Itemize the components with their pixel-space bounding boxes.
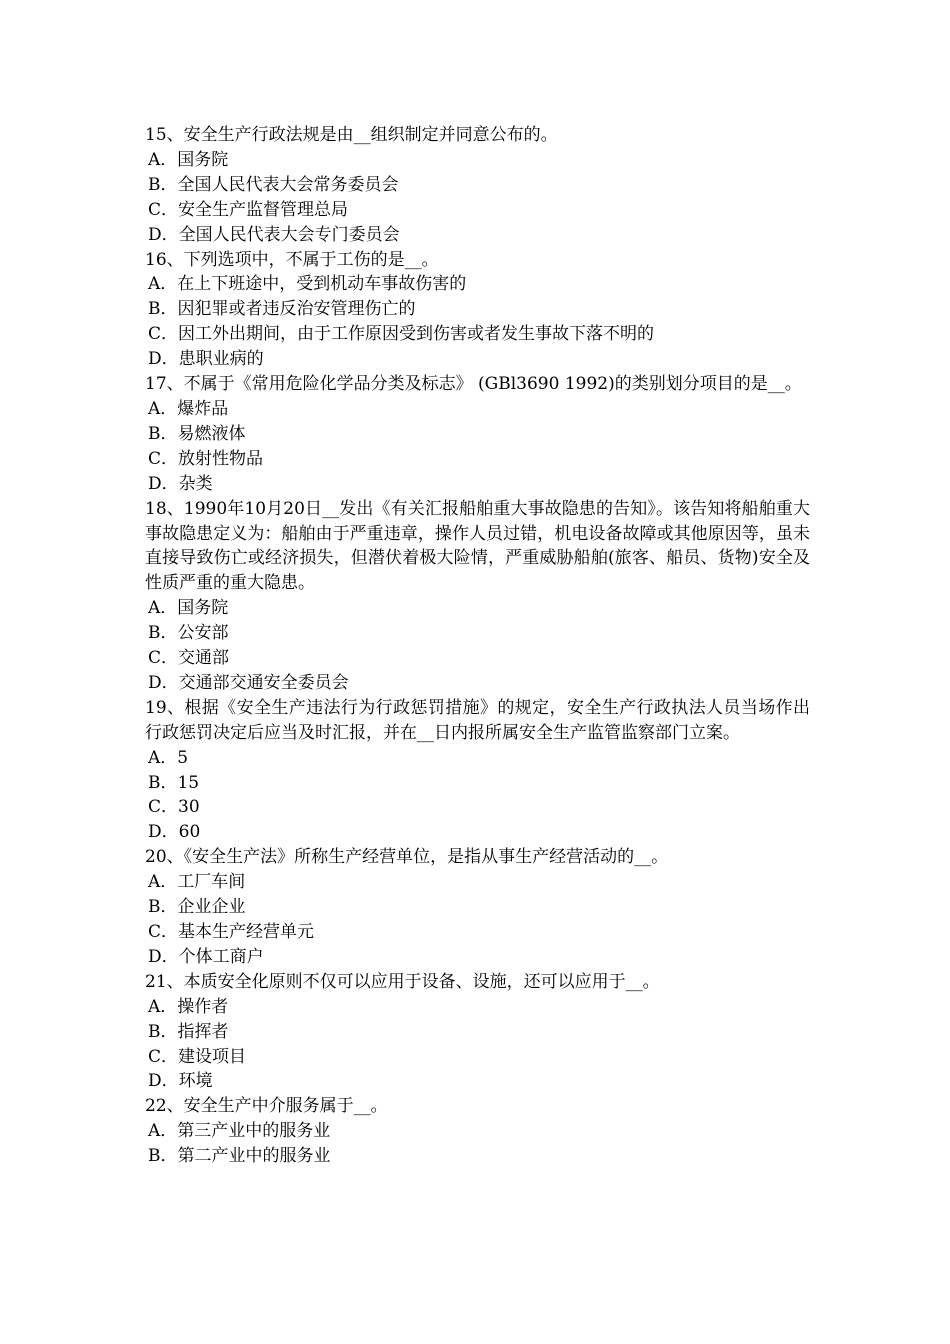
question-18-option-c: C．交通部: [148, 648, 230, 669]
question-19-stem: 19、根据《安全生产违法行为行政惩罚措施》的规定，安全生产行政执法人员当场作出行政惩罚决定后应当及时汇报，并在__日内报所属安全生产监管监察部门立案。: [145, 697, 810, 743]
question-20-option-a: A．工厂车间: [148, 872, 246, 893]
question-18-stem: 18、1990年10月20日__发出《有关汇报船舶重大事故隐患的告知》。该告知将船舶重大事故隐患定义为：船舶由于严重违章，操作人员过错，机电设备故障或其他原因等，虽未直接导致伤亡或经济损失，但潜伏着极大险情，严重威胁船舶(旅客、船员、货物)安全及性质严重的重大隐患。: [145, 498, 810, 594]
question-18-option-b: B．公安部: [148, 623, 229, 644]
question-16-option-d: D．患职业病的: [148, 349, 264, 370]
question-20-option-c: C．基本生产经营单元: [148, 922, 315, 942]
question-15-option-d: D．全国人民代表大会专门委员会: [148, 224, 400, 245]
question-16-stem: 16、下列选项中，不属于工伤的是__。: [145, 249, 439, 270]
question-21-option-c: C．建设项目: [148, 1046, 247, 1067]
question-15-option-b: B．全国人民代表大会常务委员会: [148, 174, 399, 195]
question-22-stem: 22、安全生产中介服务属于__。: [145, 1096, 388, 1117]
question-17-option-b: B．易燃液体: [148, 423, 246, 444]
question-15-option-a: A．国务院: [148, 149, 229, 170]
question-20-option-b: B．企业企业: [148, 897, 246, 918]
question-17-option-c: C．放射性物品: [148, 448, 264, 469]
question-18-option-d: D．交通部交通安全委员会: [148, 672, 349, 693]
question-16-option-a: A．在上下班途中，受到机动车事故伤害的: [148, 274, 467, 295]
question-21-option-a: A．操作者: [148, 996, 229, 1017]
question-21-option-d: D．环境: [148, 1071, 213, 1092]
question-19-option-b: B．15: [148, 772, 200, 793]
question-19-option-c: C．30: [148, 797, 200, 818]
question-21-option-b: B．指挥者: [148, 1021, 229, 1042]
question-15-stem: 15、安全生产行政法规是由__组织制定并同意公布的。: [145, 125, 558, 145]
question-list: [145, 123, 810, 1169]
question-17-stem: 17、不属于《常用危险化学品分类及标志》 (GBl3690 1992)的类别划分项目的是__。: [145, 374, 802, 395]
question-19-option-a: A．5: [148, 747, 189, 768]
question-17-option-a: A．爆炸品: [148, 398, 229, 419]
question-22-option-b: B．第二产业中的服务业: [148, 1146, 331, 1167]
question-16-option-c: C．因工外出期间，由于工作原因受到伤害或者发生事故下落不明的: [148, 324, 655, 345]
question-15-option-c: C．安全生产监督管理总局: [148, 199, 349, 220]
question-22-option-a: A．第三产业中的服务业: [148, 1121, 331, 1142]
question-17-option-d: D．杂类: [148, 473, 213, 494]
question-21-stem: 21、本质安全化原则不仅可以应用于设备、设施，还可以应用于__。: [145, 971, 660, 992]
question-19-option-d: D．60: [148, 822, 201, 843]
question-16-option-b: B．因犯罪或者违反治安管理伤亡的: [148, 299, 416, 320]
question-20-option-d: D．个体工商户: [148, 946, 264, 967]
question-18-option-a: A．国务院: [148, 598, 229, 619]
question-20-stem: 20、《安全生产法》所称生产经营单位，是指从事生产经营活动的__。: [145, 847, 669, 868]
